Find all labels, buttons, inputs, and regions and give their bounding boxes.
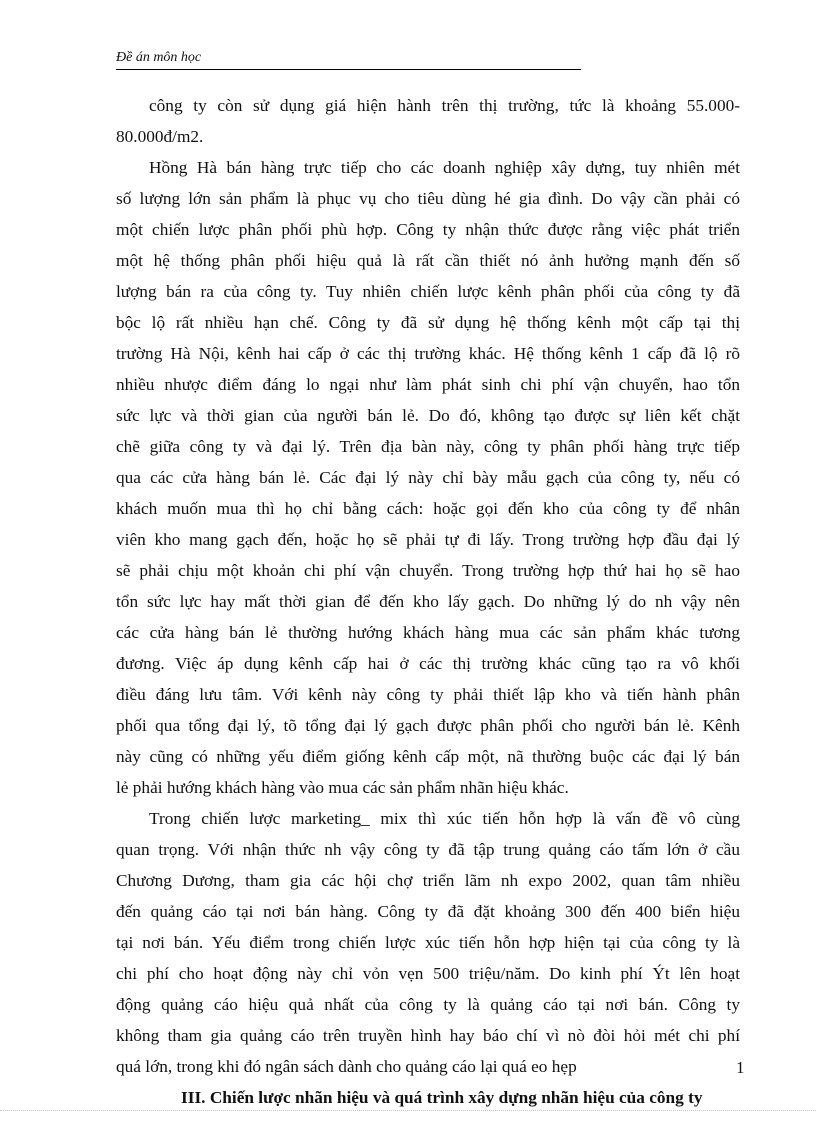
text-line: số lượng lớn sản phẩm là phục vụ cho tiêu dùng hé gia đình. Do vậy cần phải có <box>116 189 740 208</box>
text-line: lượng bán ra của công ty. Tuy nhiên chiến lược kênh phân phối của công ty đã <box>116 282 740 301</box>
text-line: chẽ giữa công ty và đại lý. Trên địa bàn này, công ty phân phối hàng trực tiếp <box>116 437 740 456</box>
text-line: này cũng có những yếu điểm giống kênh cấp một, nã thường buộc các đại lý bán <box>116 747 740 766</box>
text-line: chi phí cho hoạt động này chỉ vỏn vẹn 500 triệu/năm. Do kinh phí Ýt lên hoạt <box>116 964 740 983</box>
page-bottom-rule <box>0 1110 816 1111</box>
text-line: Chương Dương, tham gia các hội chợ triển lãm nh expo 2002, quan tâm nhiều <box>116 871 740 890</box>
text-line: đương. Việc áp dụng kênh cấp hai ở các thị trường khác cũng tạo ra vô khối <box>116 654 740 673</box>
text-line: quá lớn, trong khi đó ngân sách dành cho quảng cáo lại quá eo hẹp <box>116 1057 577 1076</box>
text-line: đến quảng cáo tại nơi bán hàng. Công ty đã đặt khoảng 300 đến 400 biển hiệu <box>116 902 740 921</box>
text-line: 80.000đ/m2. <box>116 127 204 146</box>
text-line: điều đáng lưu tâm. Với kênh này công ty phải thiết lập kho và tiến hành phân <box>116 685 740 704</box>
text-line: tổn sức lực hay mất thời gian để đến kho lấy gạch. Do những lý do nh vậy nên <box>116 592 740 611</box>
text-line: Hồng Hà bán hàng trực tiếp cho các doanh nghiệp xây dựng, tuy nhiên mét <box>149 158 740 177</box>
text-line: Trong chiến lược marketing_ mix thì xúc tiến hỗn hợp là vấn đề vô cùng <box>149 809 740 828</box>
text-line: phối qua tổng đại lý, tõ tổng đại lý gạch được phân phối cho người bán lẻ. Kênh <box>116 716 740 735</box>
text-line: sẽ phải chịu một khoản chi phí vận chuyển. Trong trường hợp thứ hai họ sẽ hao <box>116 561 740 580</box>
text-line: một chiến lược phân phối phù hợp. Công ty nhận thức được rằng việc phát triển <box>116 220 740 239</box>
section-heading: III. Chiến lược nhãn hiệu và quá trình xây dựng nhãn hiệu của công ty <box>181 1088 703 1107</box>
text-line: không tham gia quảng cáo trên truyền hình hay báo chí vì nò đòi hỏi mét chi phí <box>116 1026 740 1045</box>
text-line: viên kho mang gạch đến, hoặc họ sẽ phải tự đi lấy. Trong trường hợp đầu đại lý <box>116 530 740 549</box>
text-line: các cửa hàng bán lẻ thường hướng khách hàng mua các sản phẩm khác tương <box>116 623 740 642</box>
text-line: một hệ thống phân phối hiệu quả là rất cần thiết nó ảnh hưởng mạnh đến số <box>116 251 740 270</box>
document-body <box>116 90 740 1113</box>
text-line: sức lực và thời gian của người bán lẻ. Do đó, không tạo được sự liên kết chặt <box>116 406 740 425</box>
text-line: bộc lộ rất nhiều hạn chế. Công ty đã sử dụng hệ thống kênh một cấp tại thị <box>116 313 740 332</box>
text-line: nhiều nhược điểm đáng lo ngại như làm phát sinh chi phí vận chuyển, hao tổn <box>116 375 740 394</box>
text-line: tại nơi bán. Yếu điểm trong chiến lược xúc tiến hỗn hợp hiện tại của công ty là <box>116 933 740 952</box>
text-line: động quảng cáo hiệu quả nhất của công ty là quảng cáo tại nơi bán. Công ty <box>116 995 740 1014</box>
text-line: công ty còn sử dụng giá hiện hành trên thị trường, tức là khoảng 55.000- <box>149 96 740 115</box>
page-header <box>116 49 581 70</box>
text-line: quan trọng. Với nhận thức nh vậy công ty đã tập trung quảng cáo tấm lớn ở cầu <box>116 840 740 859</box>
text-line: trường Hà Nội, kênh hai cấp ở các thị trường khác. Hệ thống kênh 1 cấp đã lộ rõ <box>116 344 740 363</box>
text-line: lẻ phải hướng khách hàng vào mua các sản phẩm nhãn hiệu khác. <box>116 778 569 797</box>
text-line: qua các cửa hàng bán lẻ. Các đại lý này chỉ bày mẫu gạch của công ty, nếu có <box>116 468 740 487</box>
header-title: Đề án môn học <box>116 50 202 65</box>
text-line: khách muốn mua thì họ chỉ bằng cách: hoặc gọi đến kho của công ty để nhân <box>116 499 740 518</box>
page-number: 1 <box>736 1058 745 1077</box>
